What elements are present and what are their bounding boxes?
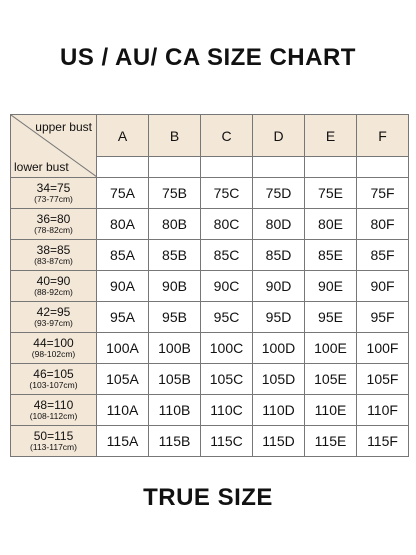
table-row	[11, 364, 409, 395]
size-cell: 105A	[97, 364, 149, 395]
size-cell: 95E	[305, 302, 357, 333]
band-size-label: 48=110	[33, 398, 74, 413]
cup-header-b: B	[149, 115, 201, 157]
size-cell: 115A	[97, 426, 149, 457]
table-row	[11, 302, 409, 333]
size-cell: 105D	[253, 364, 305, 395]
size-cell: 110D	[253, 395, 305, 426]
size-cell: 80D	[253, 209, 305, 240]
size-cell: 90E	[305, 271, 357, 302]
band-size-label: 40=90	[36, 274, 71, 289]
table-row	[11, 209, 409, 240]
size-cell: 115E	[305, 426, 357, 457]
size-cell: 115B	[149, 426, 201, 457]
table-row	[11, 395, 409, 426]
band-range-label: (103-107cm)	[29, 379, 78, 390]
corner-header-cell	[11, 115, 97, 178]
band-size-cell	[11, 209, 97, 240]
band-size-cell	[11, 271, 97, 302]
blank-header-cell	[253, 157, 305, 178]
table-row	[11, 271, 409, 302]
size-cell: 80A	[97, 209, 149, 240]
size-cell: 115F	[357, 426, 409, 457]
size-cell: 90C	[201, 271, 253, 302]
band-size-label: 34=75	[36, 181, 71, 196]
size-cell: 115C	[201, 426, 253, 457]
band-range-label: (93-97cm)	[34, 317, 73, 328]
band-range-label: (73-77cm)	[34, 193, 73, 204]
size-cell: 105C	[201, 364, 253, 395]
band-range-label: (88-92cm)	[34, 286, 73, 297]
cup-header-e: E	[305, 115, 357, 157]
band-size-cell	[11, 302, 97, 333]
size-cell: 85C	[201, 240, 253, 271]
size-cell: 85F	[357, 240, 409, 271]
size-cell: 85A	[97, 240, 149, 271]
header-row-cups	[11, 115, 409, 157]
band-size-label: 38=85	[36, 243, 71, 258]
size-cell: 100E	[305, 333, 357, 364]
size-cell: 95A	[97, 302, 149, 333]
band-size-label: 36=80	[36, 212, 71, 227]
size-cell: 105E	[305, 364, 357, 395]
size-cell: 110C	[201, 395, 253, 426]
band-range-label: (113-117cm)	[30, 441, 77, 452]
band-size-label: 42=95	[36, 305, 71, 320]
blank-header-cell	[97, 157, 149, 178]
size-cell: 95C	[201, 302, 253, 333]
band-size-label: 50=115	[33, 429, 74, 444]
band-size-cell	[11, 178, 97, 209]
cup-header-a: A	[97, 115, 149, 157]
size-chart-table	[10, 114, 409, 457]
size-cell: 75D	[253, 178, 305, 209]
cup-header-f: F	[357, 115, 409, 157]
size-cell: 110E	[305, 395, 357, 426]
size-cell: 105B	[149, 364, 201, 395]
size-cell: 95F	[357, 302, 409, 333]
band-range-label: (98-102cm)	[31, 348, 76, 359]
size-cell: 90D	[253, 271, 305, 302]
upper-bust-label: upper bust	[35, 120, 92, 134]
size-cell: 80C	[201, 209, 253, 240]
blank-header-cell	[201, 157, 253, 178]
band-size-label: 46=105	[33, 367, 74, 382]
band-range-label: (83-87cm)	[34, 255, 73, 266]
size-cell: 100B	[149, 333, 201, 364]
size-cell: 85D	[253, 240, 305, 271]
size-cell: 75E	[305, 178, 357, 209]
size-chart-body	[11, 115, 409, 457]
band-size-cell	[11, 364, 97, 395]
size-cell: 100C	[201, 333, 253, 364]
size-cell: 100A	[97, 333, 149, 364]
lower-bust-label: lower bust	[14, 160, 69, 174]
true-size-caption: TRUE SIZE	[143, 484, 273, 511]
page-title: US / AU/ CA SIZE CHART	[60, 44, 356, 71]
band-size-cell	[11, 426, 97, 457]
size-cell: 115D	[253, 426, 305, 457]
band-range-label: (78-82cm)	[34, 224, 73, 235]
blank-header-cell	[149, 157, 201, 178]
cup-header-c: C	[201, 115, 253, 157]
table-row	[11, 426, 409, 457]
size-cell: 85B	[149, 240, 201, 271]
size-cell: 90B	[149, 271, 201, 302]
band-size-cell	[11, 333, 97, 364]
size-cell: 80B	[149, 209, 201, 240]
size-cell: 110B	[149, 395, 201, 426]
size-cell: 95D	[253, 302, 305, 333]
table-row	[11, 333, 409, 364]
blank-header-cell	[357, 157, 409, 178]
size-cell: 80E	[305, 209, 357, 240]
size-cell: 75B	[149, 178, 201, 209]
size-cell: 80F	[357, 209, 409, 240]
band-size-label: 44=100	[33, 336, 74, 351]
size-cell: 110A	[97, 395, 149, 426]
size-cell: 110F	[357, 395, 409, 426]
size-cell: 90A	[97, 271, 149, 302]
size-cell: 85E	[305, 240, 357, 271]
blank-header-cell	[305, 157, 357, 178]
band-size-cell	[11, 395, 97, 426]
size-cell: 95B	[149, 302, 201, 333]
cup-header-d: D	[253, 115, 305, 157]
size-cell: 105F	[357, 364, 409, 395]
band-size-cell	[11, 240, 97, 271]
size-cell: 100D	[253, 333, 305, 364]
table-row	[11, 178, 409, 209]
table-row	[11, 240, 409, 271]
size-cell: 75A	[97, 178, 149, 209]
band-range-label: (108-112cm)	[29, 410, 78, 421]
size-cell: 75F	[357, 178, 409, 209]
size-cell: 100F	[357, 333, 409, 364]
size-cell: 90F	[357, 271, 409, 302]
size-cell: 75C	[201, 178, 253, 209]
